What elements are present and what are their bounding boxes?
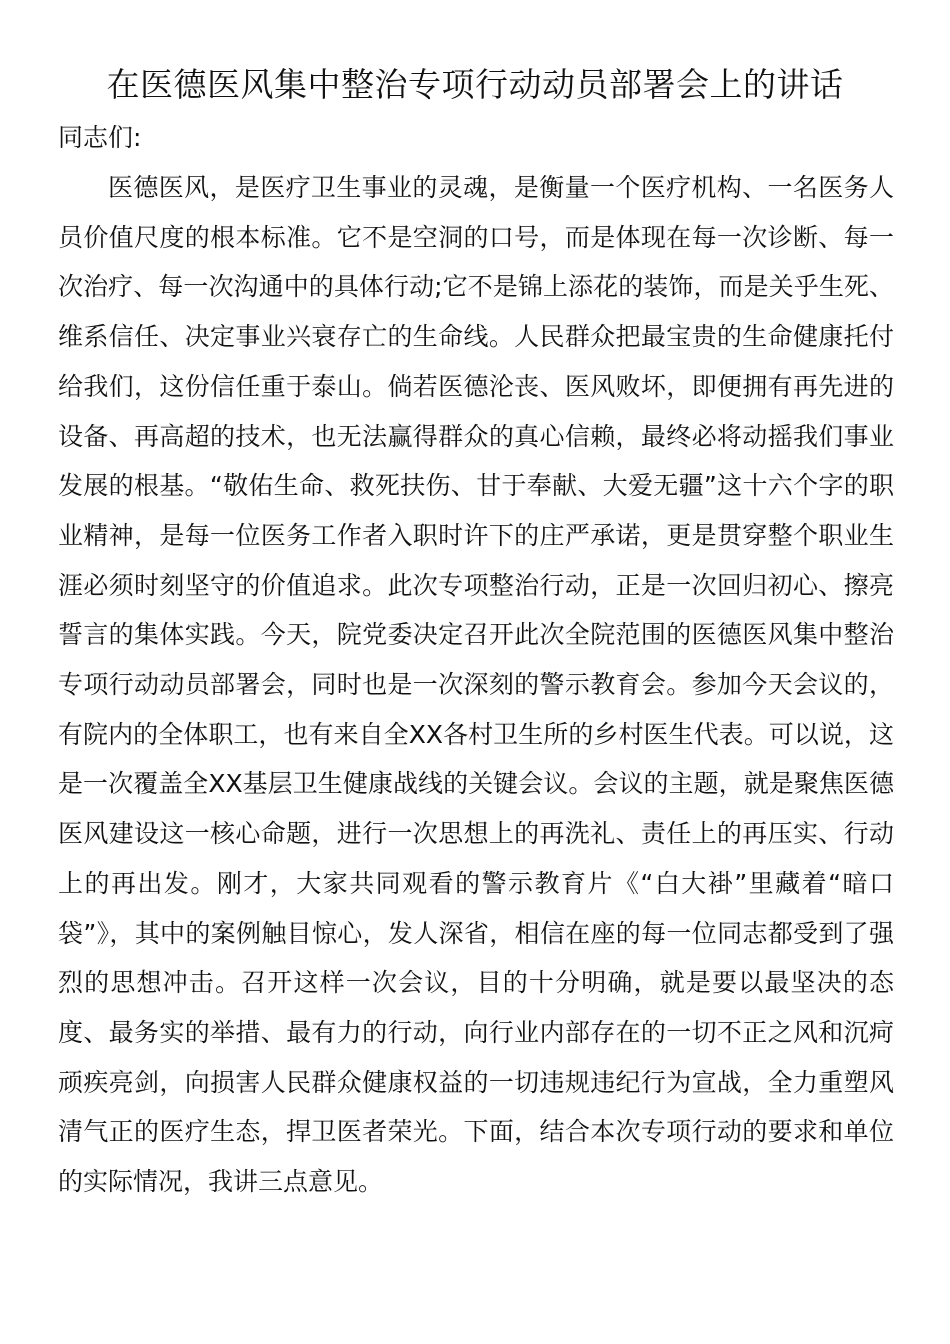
body-paragraph: 医德医风，是医疗卫生事业的灵魂，是衡量一个医疗机构、一名医务人员价值尺度的根本标准。它不是空洞的口号，而是体现在每一次诊断、每一次治疗、每一次沟通中的具体行动;它不是锦上添花的装饰，而是关乎生死、维系信任、决定事业兴衰存亡的生命线。人民群众把最宝贵的生命健康托付给我们，这份信任重于泰山。倘若医德沦丧、医风败坏，即便拥有再先进的设备、再高超的技术，也无法赢得群众的真心信赖，最终必将动摇我们事业发展的根基。“敬佑生命、救死扶伤、甘于奉献、大爱无疆”这十六个字的职业精神，是每一位医务工作者入职时许下的庄严承诺，更是贯穿整个职业生涯必须时刻坚守的价值追求。此次专项整治行动，正是一次回归初心、擦亮誓言的集体实践。今天，院党委决定召开此次全院范围的医德医风集中整治专项行动动员部署会，同时也是一次深刻的警示教育会。参加今天会议的，有院内的全体职工，也有来自全XX各村卫生所的乡村医生代表。可以说，这是一次覆盖全XX基层卫生健康战线的关键会议。会议的主题，就是聚焦医德医风建设这一核心命题，进行一次思想上的再洗礼、责任上的再压实、行动上的再出发。刚才，大家共同观看的警示教育片《“白大褂”里藏着“暗口袋”》，其中的案例触目惊心，发人深省，相信在座的每一位同志都受到了强烈的思想冲击。召开这样一次会议，目的十分明确，就是要以最坚决的态度、最务实的举措、最有力的行动，向行业内部存在的一切不正之风和沉疴顽疾亮剑，向损害人民群众健康权益的一切违规违纪行为宣战，全力重塑风清气正的医疗生态，捍卫医者荣光。下面，结合本次专项行动的要求和单位的实际情况，我讲三点意见。 <box>58 173 894 1197</box>
document-title: 在医德医风集中整治专项行动动员部署会上的讲话 <box>106 65 844 104</box>
salutation: 同志们: <box>58 123 142 152</box>
